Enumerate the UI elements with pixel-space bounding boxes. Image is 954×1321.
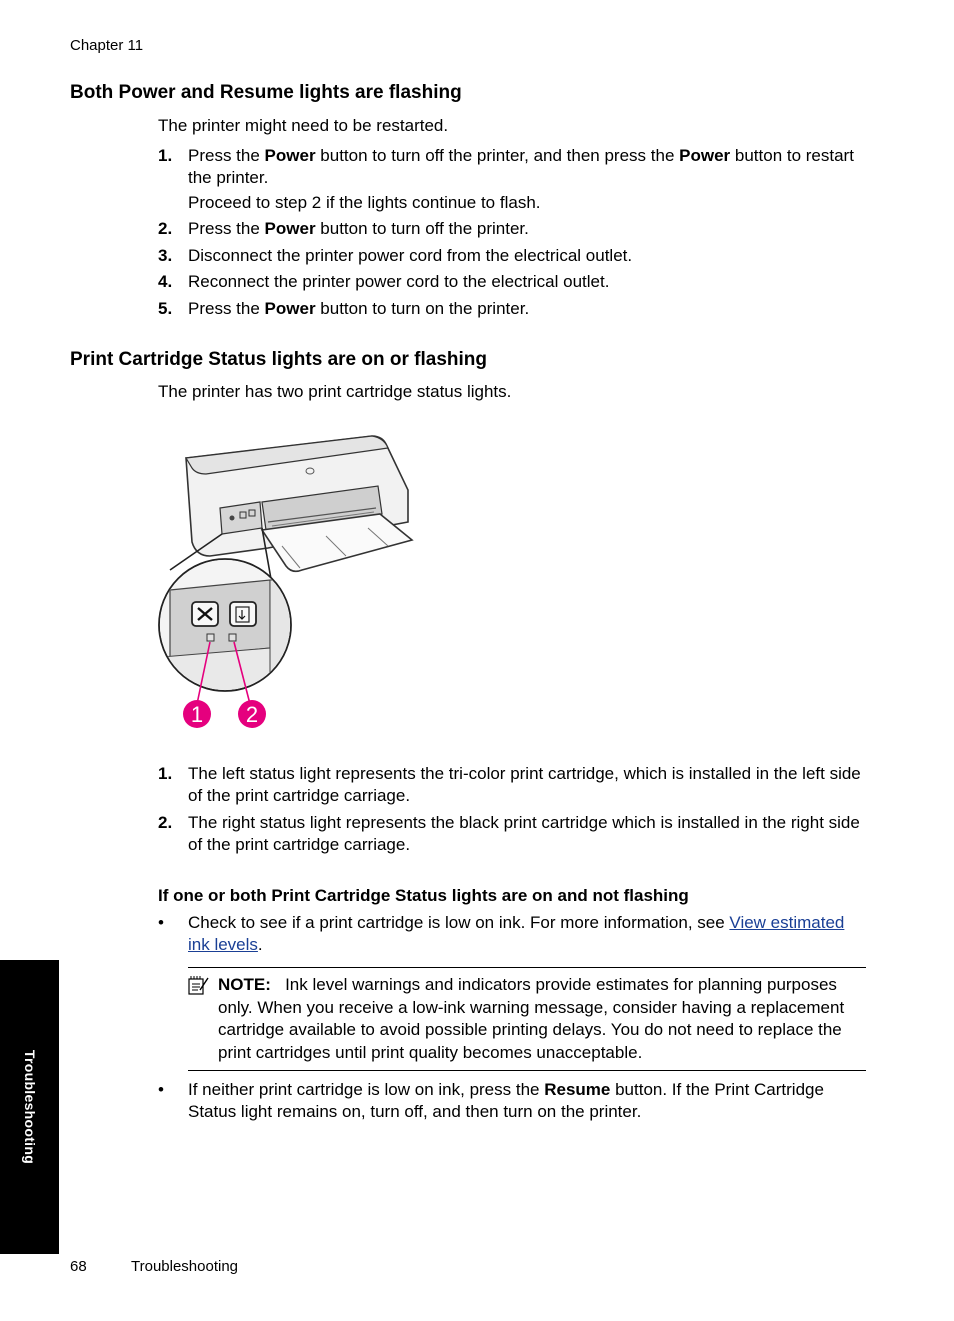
bullet-text: If neither print cartridge is low on ink, press the Resume button. If the Print Cartridge Status light remains on, turn off, and then turn on the printer. xyxy=(188,1080,824,1121)
step-number: 1. xyxy=(158,146,173,165)
step-text: Disconnect the printer power cord from the electrical outlet. xyxy=(188,246,633,265)
step-text: Press the Power button to turn off the printer, and then press the Power button to restart the printer. xyxy=(188,146,854,187)
step-number: 2. xyxy=(158,219,173,238)
step-text: Press the Power button to turn on the printer. xyxy=(188,299,530,318)
note-text: NOTE: Ink level warnings and indicators provide estimates for planning purposes only. When you receive a low-ink warning message, consider having a replacement cartridge available to avoid possible printing delays. You do not need to replace the print cartridges until print quality becomes unacceptable. xyxy=(218,975,845,1062)
callout-1-label: 1 xyxy=(190,702,204,727)
list-text: The right status light represents the black print cartridge which is installed in the right side of the print cartridge carriage. xyxy=(188,813,860,854)
side-tab-label: Troubleshooting xyxy=(22,1049,38,1165)
section2-intro: The printer has two print cartridge status lights. xyxy=(158,382,512,401)
note-divider-bottom xyxy=(188,1070,866,1071)
step-number: 4. xyxy=(158,272,173,291)
callout-2-label: 2 xyxy=(245,702,259,727)
note-divider-top xyxy=(188,967,866,968)
footer-section: Troubleshooting xyxy=(131,1258,239,1275)
step-text: Press the Power button to turn off the printer. xyxy=(188,219,529,238)
view-ink-levels-link[interactable]: View estimated ink levels xyxy=(188,913,845,954)
chapter-label: Chapter 11 xyxy=(70,37,144,54)
section1-intro: The printer might need to be restarted. xyxy=(158,116,449,135)
step-number: 5. xyxy=(158,299,173,318)
list-number: 1. xyxy=(158,764,173,783)
section-title-cartridge-status: Print Cartridge Status lights are on or flashing xyxy=(70,349,487,370)
bullet-marker: • xyxy=(158,913,164,932)
note-icon xyxy=(188,976,210,996)
step-number: 3. xyxy=(158,246,173,265)
bullet-marker: • xyxy=(158,1080,164,1099)
list-number: 2. xyxy=(158,813,173,832)
printer-illustration xyxy=(150,430,420,730)
page-number: 68 xyxy=(70,1258,87,1275)
section-title-power-resume: Both Power and Resume lights are flashing xyxy=(70,82,462,103)
step-subtext: Proceed to step 2 if the lights continue to flash. xyxy=(188,193,541,212)
subsection-title: If one or both Print Cartridge Status lights are on and not flashing xyxy=(158,886,689,905)
status-light-right-icon xyxy=(229,634,236,641)
chapter-side-tab xyxy=(0,960,59,1254)
status-light-left-icon xyxy=(207,634,214,641)
bullet-text: Check to see if a print cartridge is low on ink. For more information, see View estimated ink levels. xyxy=(188,913,845,954)
step-text: Reconnect the printer power cord to the electrical outlet. xyxy=(188,272,610,291)
list-text: The left status light represents the tri-color print cartridge, which is installed in the left side of the print cartridge carriage. xyxy=(188,764,861,805)
